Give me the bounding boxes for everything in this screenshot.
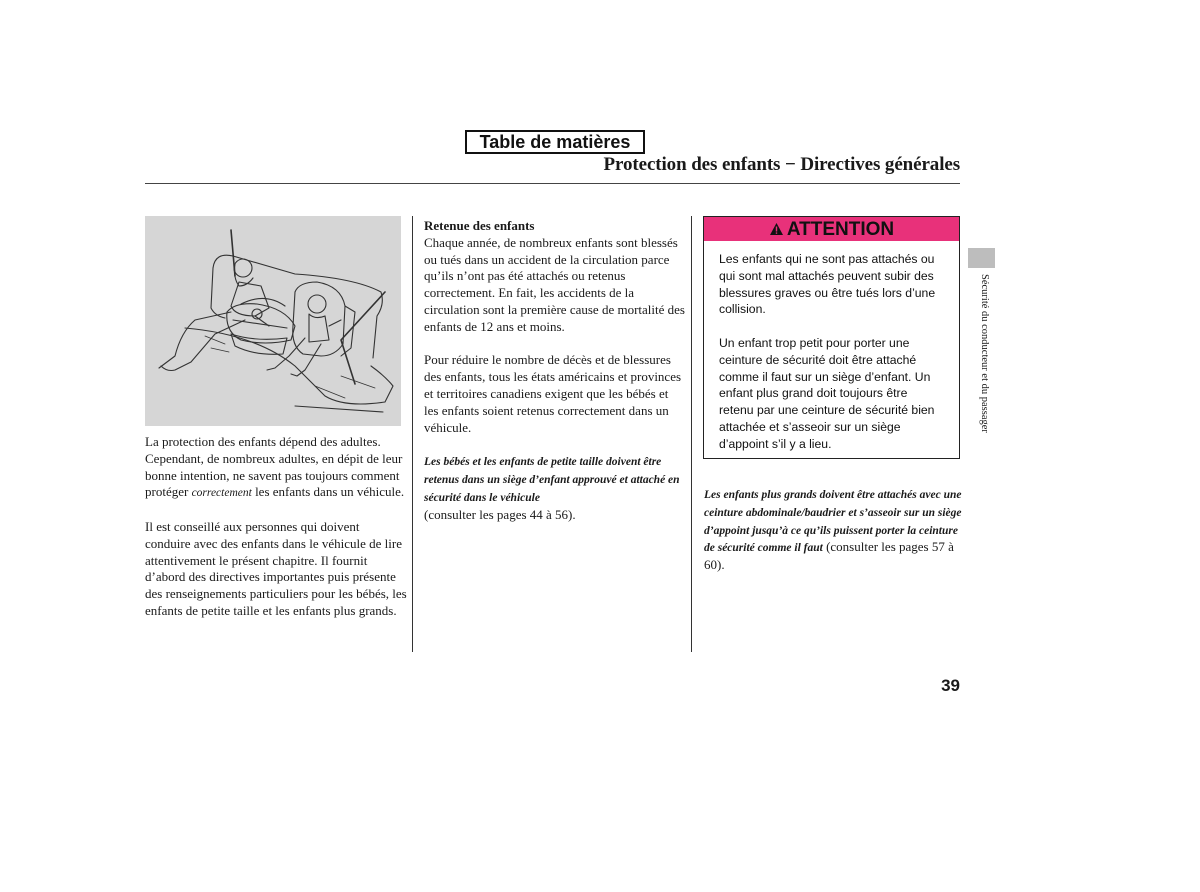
attention-warning-2: Un enfant trop petit pour porter une ceinture de sécurité doit être attaché comme il faut sur un siège d’enfant. Un enfant plus grand doit toujours être retenu par une ceinture de sécurité bien attachée et s’asseoir sur un siège d’appoint s’il y a lieu.	[719, 335, 935, 451]
page-reference: (consulter les pages 57 à 60).	[704, 539, 954, 573]
intro-paragraph	[145, 434, 407, 502]
page-title: Protection des enfants − Directives générales	[603, 154, 960, 175]
attention-header	[704, 217, 959, 241]
column-divider-right	[691, 216, 692, 652]
chapter-advice-paragraph: Il est conseillé aux personnes qui doivent conduire avec des enfants dans le véhicule de lire attentivement le présent chapitre. Il fournit d’abord des directives importantes puis présente des renseignements particuliers pour les bébés, les enfants de petite taille et les enfants plus grands.	[145, 518, 407, 618]
middle-column	[424, 218, 686, 523]
attention-warning-1: Les enfants qui ne sont pas attachés ou qui sont mal attachés peuvent subir des blessures graves ou être tués lors d’une collision.	[719, 252, 936, 317]
booster-seat-paragraph	[704, 486, 964, 574]
child-seat-illustration	[145, 216, 401, 426]
left-column	[145, 434, 407, 620]
section-tab-marker	[968, 248, 995, 268]
attention-body	[704, 241, 959, 453]
page-number: 39	[941, 676, 960, 695]
intro-text: La protection des enfants dépend des adultes. Cependant, de nombreux adultes, en dépit de leur bonne intention, ne savent pas toujours comment protéger	[145, 434, 403, 500]
column-divider-left	[412, 216, 413, 652]
attention-title: ATTENTION	[786, 219, 895, 240]
section-heading: Retenue des enfants	[424, 218, 535, 233]
header-divider	[145, 183, 960, 184]
page-reference: (consulter les pages 44 à 56).	[424, 506, 576, 522]
attention-box	[703, 216, 960, 459]
warning-triangle-icon	[769, 218, 784, 243]
booster-seat-emphasis: Les enfants plus grands doivent être attachés avec une ceinture abdominale/baudrier et s’asseoir sur un siège d’appoint jusqu’à ce qu’ils puissent porter la ceinture de sécurité comme il faut	[704, 489, 962, 555]
legal-requirement-paragraph: Pour réduire le nombre de décès et de blessures des enfants, tous les états américains et provinces et territoires canadiens exigent que les bébés et les enfants soient retenus correctement dans un véhicule.	[424, 352, 682, 435]
right-column-text	[704, 486, 964, 574]
emphasis-correctement: correctement	[191, 487, 252, 500]
statistics-paragraph: Chaque année, de nombreux enfants sont blessés ou tués dans un accident de la circulation parce qu’ils n’ont pas été attachés ou retenus correctement. En fait, les accidents de la circulation sont la première cause de mortalité des enfants de 12 ans et moins.	[424, 234, 685, 334]
section-side-label: Sécurité du conducteur et du passager	[979, 274, 990, 433]
infant-seat-emphasis: Les bébés et les enfants de petite taille doivent être retenus dans un siège d’enfant approuvé et attaché en sécurité dans le véhicule	[424, 456, 680, 504]
table-of-contents-button[interactable]: Table de matières	[465, 130, 645, 154]
intro-text-end: les enfants dans un véhicule.	[251, 484, 405, 500]
infant-seat-paragraph	[424, 453, 686, 523]
